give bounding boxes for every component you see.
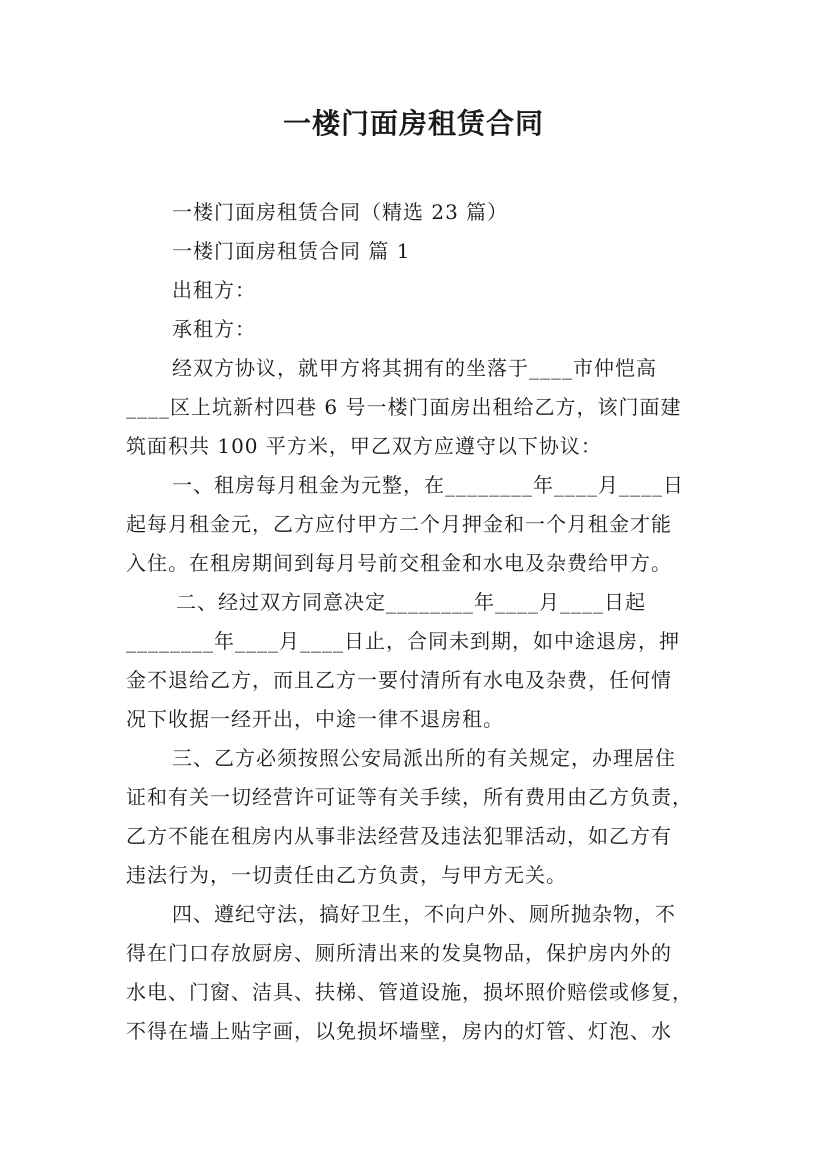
body-line: 一楼门面房租赁合同（精选 23 篇） bbox=[172, 200, 509, 224]
body-line: 起每月租金元，乙方应付甲方二个月押金和一个月租金才能 bbox=[126, 512, 672, 536]
body-line: 二、经过双方同意决定________年____月____日起 bbox=[176, 590, 646, 614]
body-line: 三、乙方必须按照公安局派出所的有关规定，办理居住 bbox=[172, 746, 676, 770]
body-line: 乙方不能在租房内从事非法经营及违法犯罪活动，如乙方有 bbox=[126, 824, 672, 848]
body-line: 经双方协议，就甲方将其拥有的坐落于____市仲恺高 bbox=[172, 356, 657, 380]
body-line: 况下收据一经开出，中途一律不退房租。 bbox=[126, 707, 504, 731]
body-line: 承租方： bbox=[172, 317, 256, 341]
body-line: 出租方： bbox=[172, 278, 256, 302]
body-line: 筑面积共 100 平方米，甲乙双方应遵守以下协议： bbox=[126, 434, 602, 458]
body-line: 水电、门窗、洁具、扶梯、管道设施，损坏照价赔偿或修复， bbox=[126, 980, 693, 1004]
body-line: 一楼门面房租赁合同 篇 1 bbox=[172, 239, 411, 263]
body-line: 得在门口存放厨房、厕所清出来的发臭物品，保护房内外的 bbox=[126, 941, 672, 965]
body-line: ________年____月____日止，合同未到期，如中途退房，押 bbox=[126, 629, 680, 653]
body-line: 金不退给乙方，而且乙方一要付清所有水电及杂费，任何情 bbox=[126, 668, 672, 692]
body-line: 违法行为，一切责任由乙方负责，与甲方无关。 bbox=[126, 863, 567, 887]
body-line: 一、租房每月租金为元整，在________年____月____日 bbox=[172, 473, 684, 497]
document-title: 一楼门面房租赁合同 bbox=[282, 107, 544, 140]
body-line: 不得在墙上贴字画，以免损坏墙壁，房内的灯管、灯泡、水 bbox=[126, 1019, 672, 1043]
body-line: 四、遵纪守法，搞好卫生，不向户外、厕所抛杂物，不 bbox=[172, 902, 676, 926]
body-line: ____区上坑新村四巷 6 号一楼门面房出租给乙方，该门面建 bbox=[126, 395, 682, 419]
body-line: 入住。在租房期间到每月号前交租金和水电及杂费给甲方。 bbox=[126, 551, 672, 575]
body-line: 证和有关一切经营许可证等有关手续，所有费用由乙方负责， bbox=[126, 785, 693, 809]
